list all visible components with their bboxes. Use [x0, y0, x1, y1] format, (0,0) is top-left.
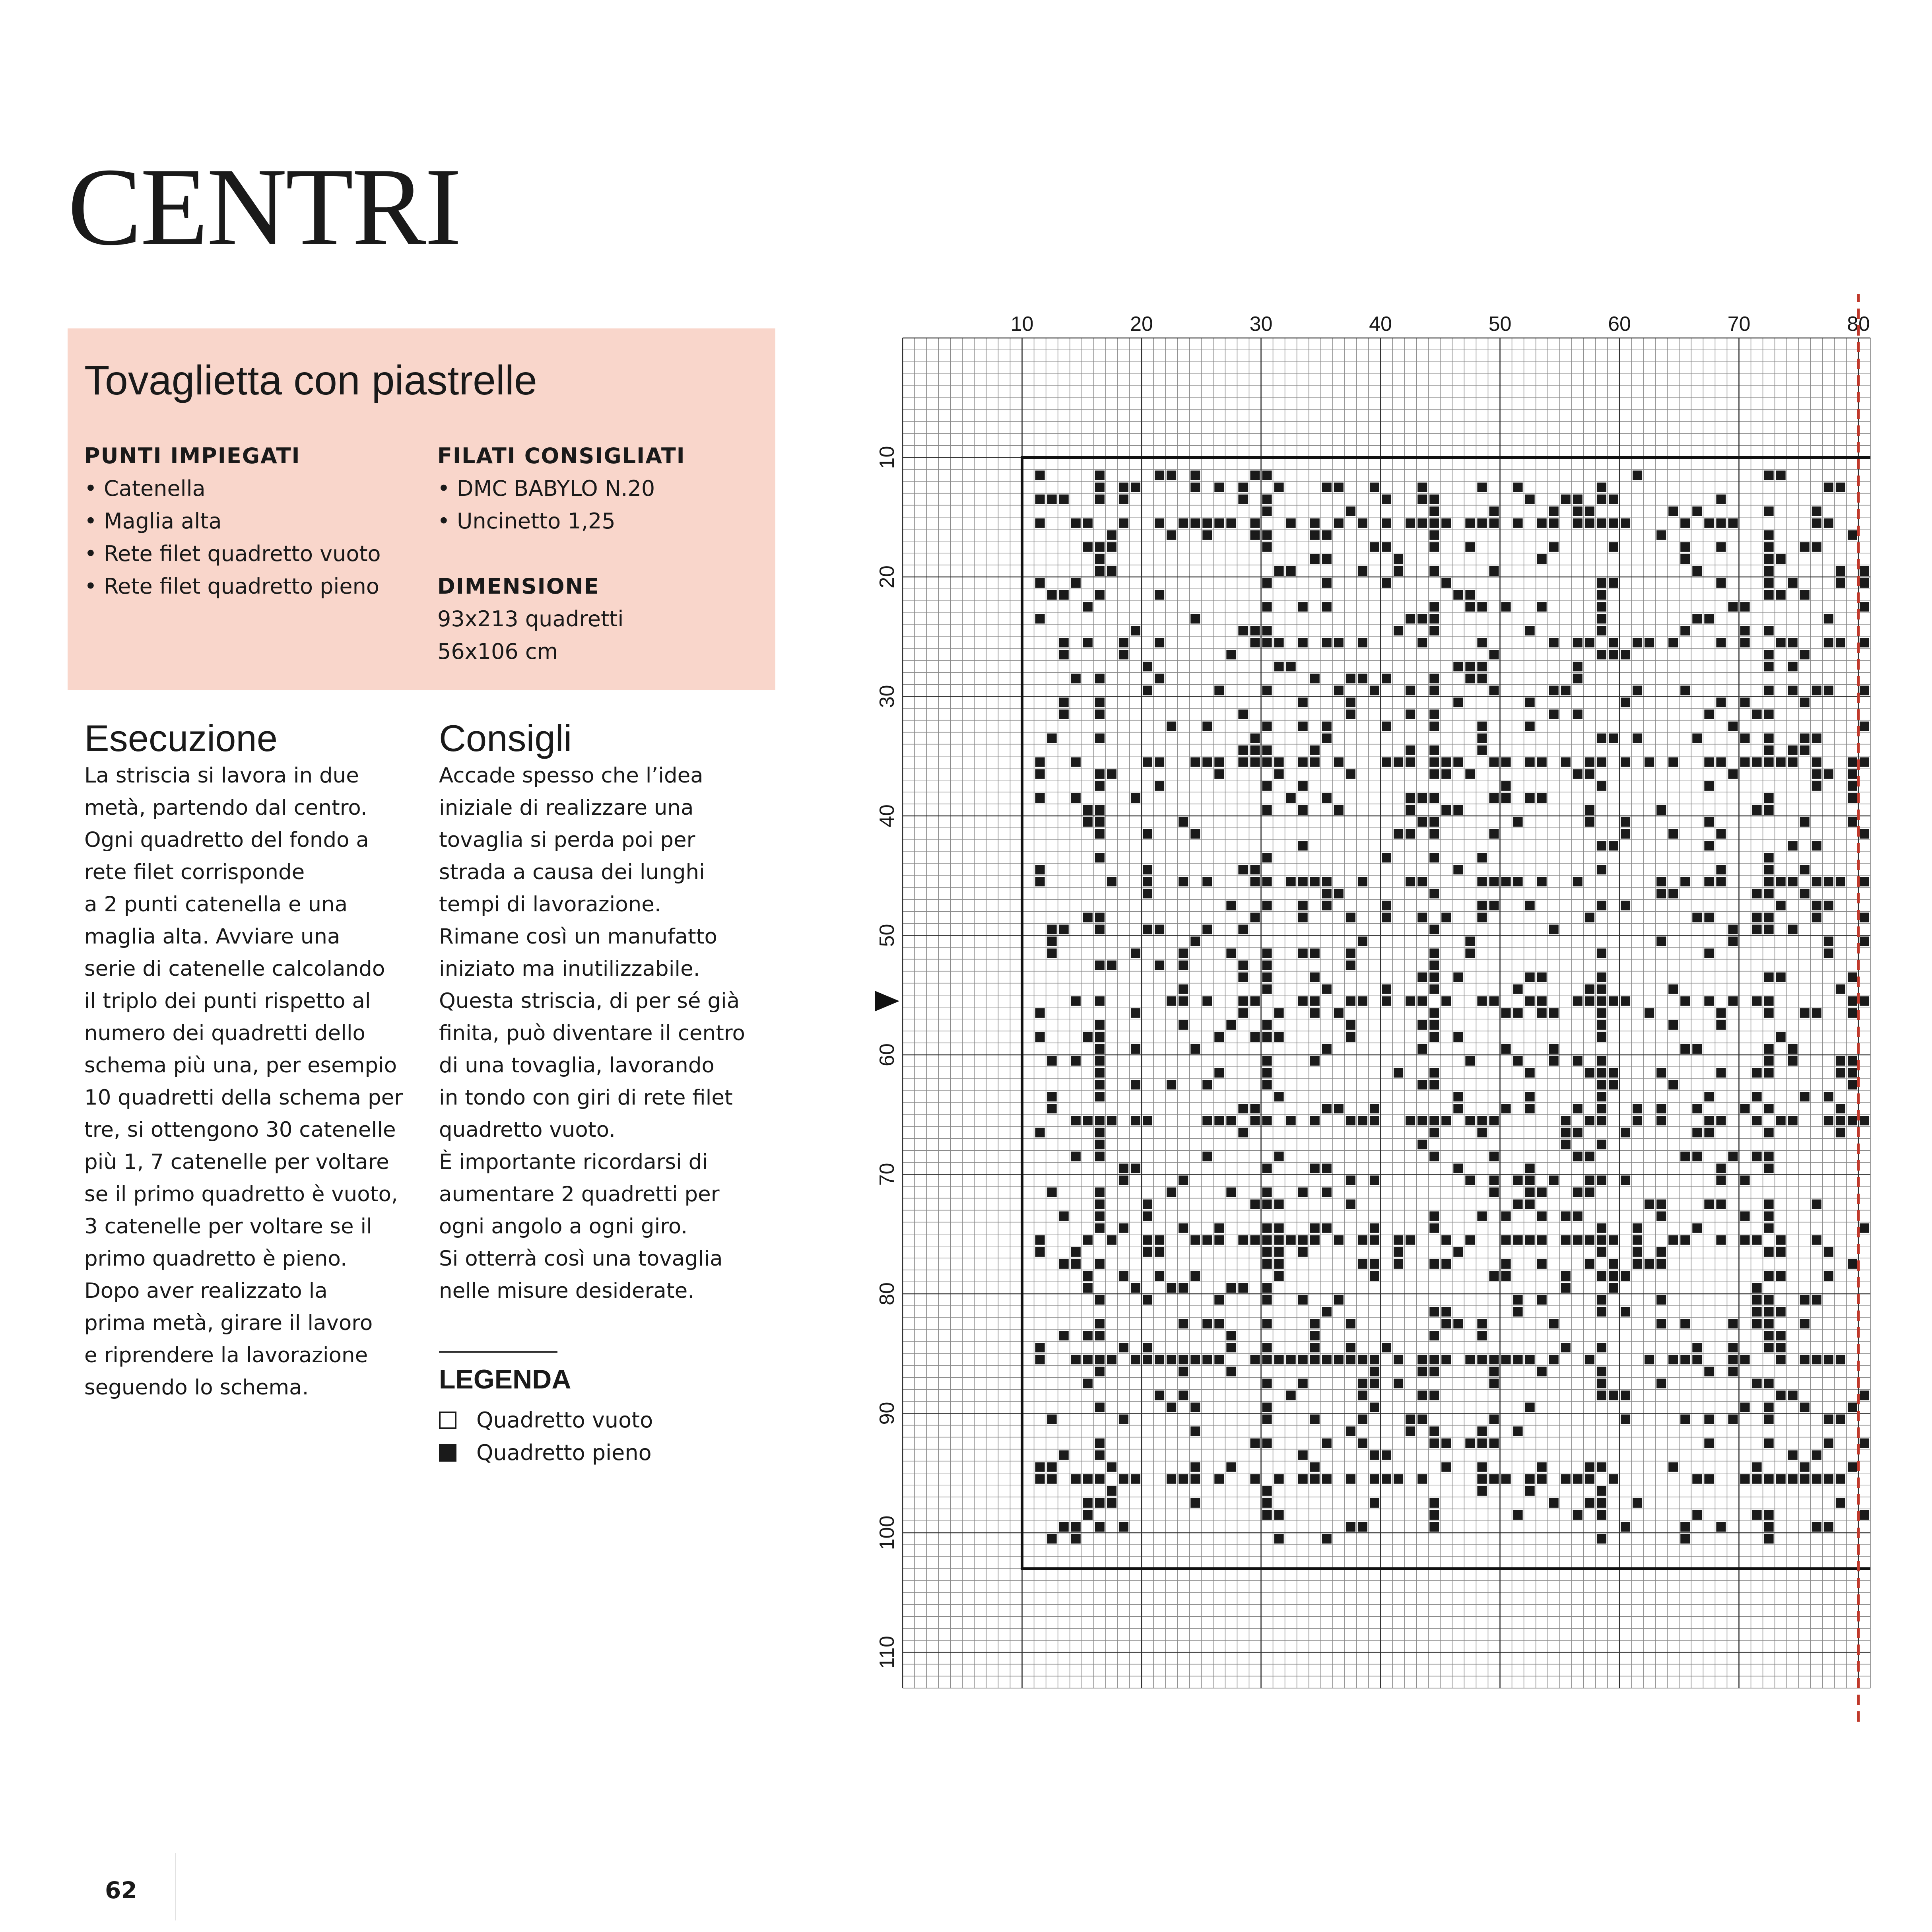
pattern-title: Tovaglietta con piastrelle [84, 357, 537, 404]
x-tick-label: 20 [1130, 313, 1153, 336]
section-title: CENTRI [68, 145, 460, 268]
legend-divider [439, 1351, 557, 1353]
filet-chart [863, 294, 1881, 1742]
dimension-heading: DIMENSIONE [437, 574, 600, 599]
stitch-item: • Catenella [84, 472, 381, 505]
y-tick-label: 90 [876, 1402, 899, 1425]
legend-item-filled [439, 1440, 652, 1465]
legend-label: Quadretto vuoto [476, 1408, 653, 1433]
page-number: 62 [105, 1877, 137, 1904]
legend-title: LEGENDA [439, 1364, 571, 1394]
stitch-item: • Rete filet quadretto vuoto [84, 538, 381, 570]
yarn-item: • Uncinetto 1,25 [437, 505, 685, 538]
y-tick-label: 80 [876, 1282, 899, 1305]
x-tick-label: 50 [1488, 313, 1512, 336]
y-tick-label: 60 [876, 1043, 899, 1066]
x-tick-label: 80 [1847, 313, 1870, 336]
empty-square-icon [439, 1412, 456, 1429]
dimension-squares: 93x213 quadretti [437, 606, 624, 631]
legend-label: Quadretto pieno [476, 1440, 652, 1465]
yarn-heading: FILATI CONSIGLIATI [437, 443, 685, 468]
execution-text: La striscia si lavora in due metà, partendo dal centro. Ogni quadretto del fondo a rete filet corrisponde a 2 punti catenella e una maglia alta. Avviare una serie di catenelle calcolando il triplo dei punti rispetto al numero dei quadretti dello schema più una, per esempio 10 quadretti della schema per tre, si ottengono 30 catenelle più 1, 7 catenelle per voltare se il primo quadretto è vuoto, 3 catenelle per voltare se il primo quadretto è pieno. Dopo aver realizzato la prima metà, girare il lavoro e riprendere la lavorazione seguendo lo schema. [84, 763, 403, 1400]
filled-square-icon [439, 1444, 456, 1462]
yarn-item: • DMC BABYLO N.20 [437, 472, 685, 505]
pattern-info-box [68, 328, 775, 690]
page-divider [175, 1853, 176, 1920]
execution-heading: Esecuzione [84, 717, 278, 759]
x-tick-label: 30 [1249, 313, 1273, 336]
x-tick-label: 70 [1727, 313, 1751, 336]
stitch-item: • Maglia alta [84, 505, 381, 538]
stitch-item: • Rete filet quadretto pieno [84, 570, 381, 603]
y-tick-label: 110 [876, 1636, 899, 1669]
tips-text: Accade spesso che l’idea iniziale di realizzare una tovaglia si perda poi per strada a causa dei lunghi tempi di lavorazione. Rimane così un manufatto iniziato ma inutilizzabile. Questa striscia, di per sé già finita, può diventare il centro di una tovaglia, lavorando in tondo con giri di rete filet quadretto vuoto. È importante ricordarsi di aumentare 2 quadretti per ogni angolo a ogni giro. Si otterrà così una tovaglia nelle misure desiderate. [439, 763, 745, 1303]
legend-item-empty [439, 1408, 653, 1433]
y-tick-label: 70 [876, 1163, 899, 1186]
center-arrow-icon [875, 991, 899, 1012]
stitches-column [84, 440, 381, 603]
pattern-border [1022, 458, 1871, 1569]
y-tick-label: 30 [876, 685, 899, 708]
x-tick-label: 40 [1369, 313, 1392, 336]
stitches-heading: PUNTI IMPIEGATI [84, 443, 301, 468]
x-tick-label: 60 [1608, 313, 1631, 336]
y-tick-label: 50 [876, 924, 899, 947]
dimension-cm: 56x106 cm [437, 639, 558, 664]
y-tick-label: 10 [876, 446, 899, 469]
y-tick-label: 40 [876, 804, 899, 827]
y-tick-label: 100 [876, 1515, 899, 1550]
y-tick-label: 20 [876, 565, 899, 588]
tips-heading: Consigli [439, 717, 572, 759]
yarn-column [437, 440, 685, 668]
x-tick-label: 10 [1010, 313, 1034, 336]
